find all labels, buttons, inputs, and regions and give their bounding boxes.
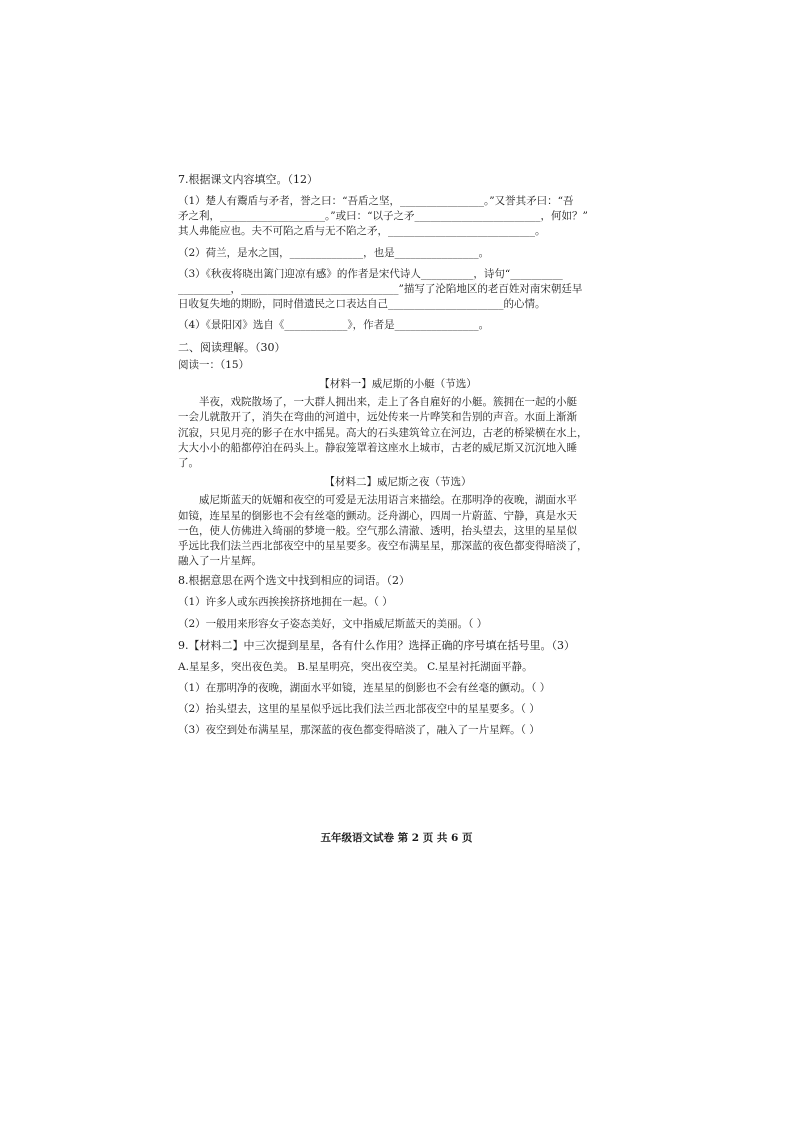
question-8-title: 8.根据意思在两个选文中找到相应的词语。（2） (178, 574, 410, 588)
material-1-line: 半夜，戏院散场了，一大群人拥出来，走上了各自雇好的小艇。簇拥在一起的小艇 (199, 396, 577, 409)
question-9-options: A.星星多，突出夜色美。 B.星星明亮，突出夜空美。 C.星星衬托湖面平静。 (178, 660, 533, 673)
material-1 (178, 377, 618, 471)
question-7-item-3-line-3: 日收复失地的期盼，同时借遗民之口表达自己______________________的心情。 (178, 298, 546, 311)
material-1-title: 【材料一】威尼斯的小艇（节选） (319, 377, 477, 390)
question-7-item-1-line-1: （1）楚人有鬻盾与矛者，誉之曰：“吾盾之坚，________________。”又誉其矛曰：“吾 (178, 194, 574, 207)
material-2-line: 融入了一片星辉。 (178, 555, 262, 568)
material-1-line: 一会儿就散开了，消失在弯曲的河道中，远处传来一片哗笑和告别的声音。水面上渐渐 (178, 411, 577, 424)
question-7 (178, 172, 618, 334)
material-2 (178, 475, 618, 569)
section-2-title: 二、阅读理解。（30） (178, 340, 286, 354)
material-2-line: 如镜，连星星的倒影也不会有丝毫的颤动。泛舟湖心，四周一片蔚蓝、宁静，真是水天 (178, 509, 577, 522)
question-7-item-2: （2）荷兰，是水之国，______________，也是________________。 (178, 246, 490, 259)
reading-1-label: 阅读一：（15） (178, 358, 250, 371)
material-2-title: 【材料二】威尼斯之夜（节选） (324, 476, 472, 489)
question-8-item-2: （2）一般用来形容女子姿态美好，文中指威尼斯蓝天的美丽。（ ） (178, 617, 488, 630)
material-2-line: 威尼斯蓝天的妩媚和夜空的可爱是无法用语言来描绘。在那明净的夜晚，湖面水平 (199, 494, 577, 507)
question-9-title: 9.【材料二】中三次提到星星，各有什么作用？选择正确的序号填在括号里。（3） (178, 638, 575, 652)
question-7-item-3-line-2: __________，______________________________”描写了沦陷地区的老百姓对南宋朝廷早 (178, 283, 583, 296)
question-8 (178, 573, 618, 631)
question-7-item-1-line-3: 其人弗能应也。夫不可陷之盾与无不陷之矛，____________________________。 (178, 225, 546, 238)
page-footer: 五年级语文试卷 第 2 页 共 6 页 (320, 832, 473, 844)
material-1-line: 大大小小的船都停泊在码头上。静寂笼罩着这座水上城市，古老的威尼斯又沉沉地入睡 (178, 441, 577, 454)
material-1-line: 了。 (178, 456, 199, 469)
question-9 (178, 638, 618, 739)
question-9-item-2: （2）抬头望去，这里的星星似乎远比我们法兰西北部夜空中的星星要多。（ ） (178, 703, 540, 716)
question-7-title: 7.根据课文内容填空。（12） (178, 173, 318, 186)
question-9-item-3: （3）夜空到处布满星星，那深蓝的夜色都变得暗淡了，融入了一片星辉。（ ） (178, 724, 540, 737)
question-8-item-1: （1）许多人或东西挨挨挤挤地拥在一起。（ ） (178, 596, 393, 609)
material-1-paragraph (178, 395, 618, 471)
material-2-paragraph (178, 493, 618, 569)
question-7-item-3 (178, 267, 618, 313)
material-1-line: 沉寂，只见月亮的影子在水中摇晃。高大的石头建筑耸立在河边，古老的桥梁横在水上， (178, 426, 588, 439)
question-7-item-4: （4）《景阳冈》选自《____________》，作者是________________。 (178, 319, 490, 332)
question-7-item-1 (178, 194, 618, 240)
material-2-line: 乎远比我们法兰西北部夜空中的星星要多。夜空布满星星，那深蓝的夜色都变得暗淡了， (178, 540, 588, 553)
page-content (178, 172, 618, 745)
question-7-item-1-line-2: 矛之利，____________________。”或曰：“以子之矛________________________，何如？” (178, 210, 588, 223)
question-9-item-1: （1）在那明净的夜晚，湖面水平如镜，连星星的倒影也不会有丝毫的颤动。（ ） (178, 682, 551, 694)
material-2-line: 一色，使人仿佛进入绮丽的梦境一般。空气那么清澈、透明，抬头望去，这里的星星似 (178, 524, 577, 537)
question-7-item-3-line-1: （3）《秋夜将晓出篱门迎凉有感》的作者是宋代诗人__________，诗句“__________ (178, 267, 563, 280)
